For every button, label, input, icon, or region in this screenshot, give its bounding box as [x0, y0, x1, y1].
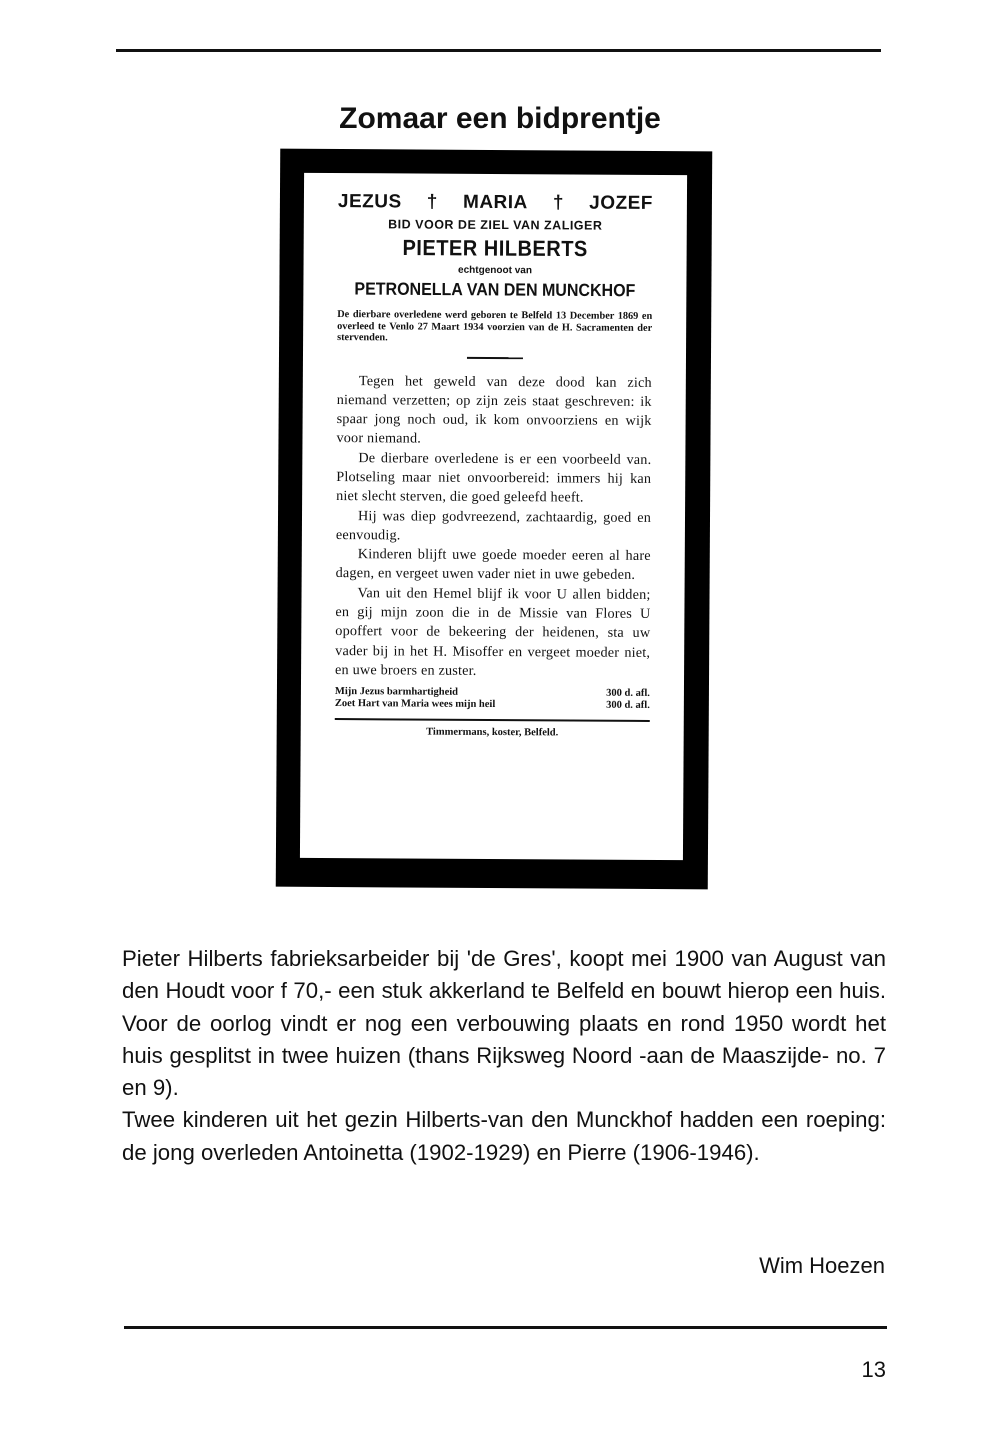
article-body — [122, 943, 886, 1169]
invocation-jezus: JEZUS — [337, 191, 402, 213]
card-deceased-name: PIETER HILBERTS — [402, 236, 588, 262]
cross-icon: † — [426, 191, 438, 213]
card-spouse-of: echtgenoot van — [458, 264, 533, 277]
author: Wim Hoezen — [759, 1253, 885, 1278]
card-prayer-request: BID VOOR DE ZIEL VAN ZALIGER — [388, 217, 603, 233]
indulgence-value: 300 d. afl. — [606, 687, 650, 700]
card-paragraph: Hij was diep godvreezend, zachtaardig, goed en eenvoudig. — [335, 507, 652, 544]
prayer-card — [276, 149, 713, 890]
body-paragraph: Pieter Hilberts fabrieksarbeider bij 'de Gres', koopt mei 1900 van August van den Houdt voor f 70,- een stuk akkerland te Belfeld en bouwt hierop een huis. Voor de oorlog vindt er nog een verbouwing plaats en rond 1950 wordt het huis gesplitst in twee huizen (thans Rijksweg Noord -aan de Maaszijde- no. 7 en 9). — [122, 946, 886, 1101]
body-paragraph: Twee kinderen uit het gezin Hilberts-van den Munckhof hadden een roeping: de jong overleden Antoinetta (1902-1929) en Pierre (1906-1946). — [122, 1107, 886, 1165]
card-paragraph: Kinderen blijft uwe goede moeder eeren al hare dagen, en vergeet uwen vader niet in uwe gebeden. — [335, 546, 651, 584]
prayer-card-content — [300, 173, 687, 860]
cross-icon: † — [552, 192, 565, 214]
bottom-rule — [124, 1326, 887, 1329]
card-paragraph: De dierbare overledene is er een voorbeeld van. Plotseling maar niet onvoorbereid: immers hij kan niet slecht sterven, die goed geleefd heeft. — [336, 449, 652, 506]
card-invocation — [338, 191, 653, 215]
indulgence-text: Mijn Jezus barmhartigheid — [334, 686, 459, 699]
indulgence-row — [335, 698, 650, 712]
invocation-jozef: JOZEF — [589, 192, 653, 214]
card-paragraph: Tegen het geweld van deze dood kan zich niemand verzetten; op zijn zeis staat geschreven: ik spaar jong noch oud, ik kom onvoorziens en wijk voor niemand. — [336, 372, 652, 447]
indulgence-value: 300 d. afl. — [606, 699, 650, 712]
card-indulgences — [335, 686, 650, 712]
card-divider — [335, 718, 650, 721]
top-rule — [116, 49, 881, 52]
page-title: Zomaar een bidprentje — [339, 102, 661, 136]
indulgence-text: Zoet Hart van Maria wees mijn heil — [334, 698, 496, 711]
card-divider — [466, 356, 522, 358]
card-printer: Timmermans, koster, Belfeld. — [426, 726, 559, 739]
invocation-maria: MARIA — [462, 191, 528, 214]
card-spouse-name: PETRONELLA VAN DEN MUNCKHOF — [354, 280, 636, 301]
card-bio: De dierbare overledene werd geboren te Belfeld 13 December 1869 en overleed te Venlo 27 Maart 1934 voorzien van de H. Sacramenten der stervenden. — [337, 309, 653, 344]
card-paragraph: Van uit den Hemel blijf ik voor U allen bidden; en gij mijn zoon die in de Missie van Flores U opoffert voor de bekeering der heidenen, sta uw vader bij in het H. Misoffer en vergeet moeder niet, en uwe broers en zuster. — [335, 584, 651, 679]
page-number: 13 — [861, 1357, 886, 1382]
